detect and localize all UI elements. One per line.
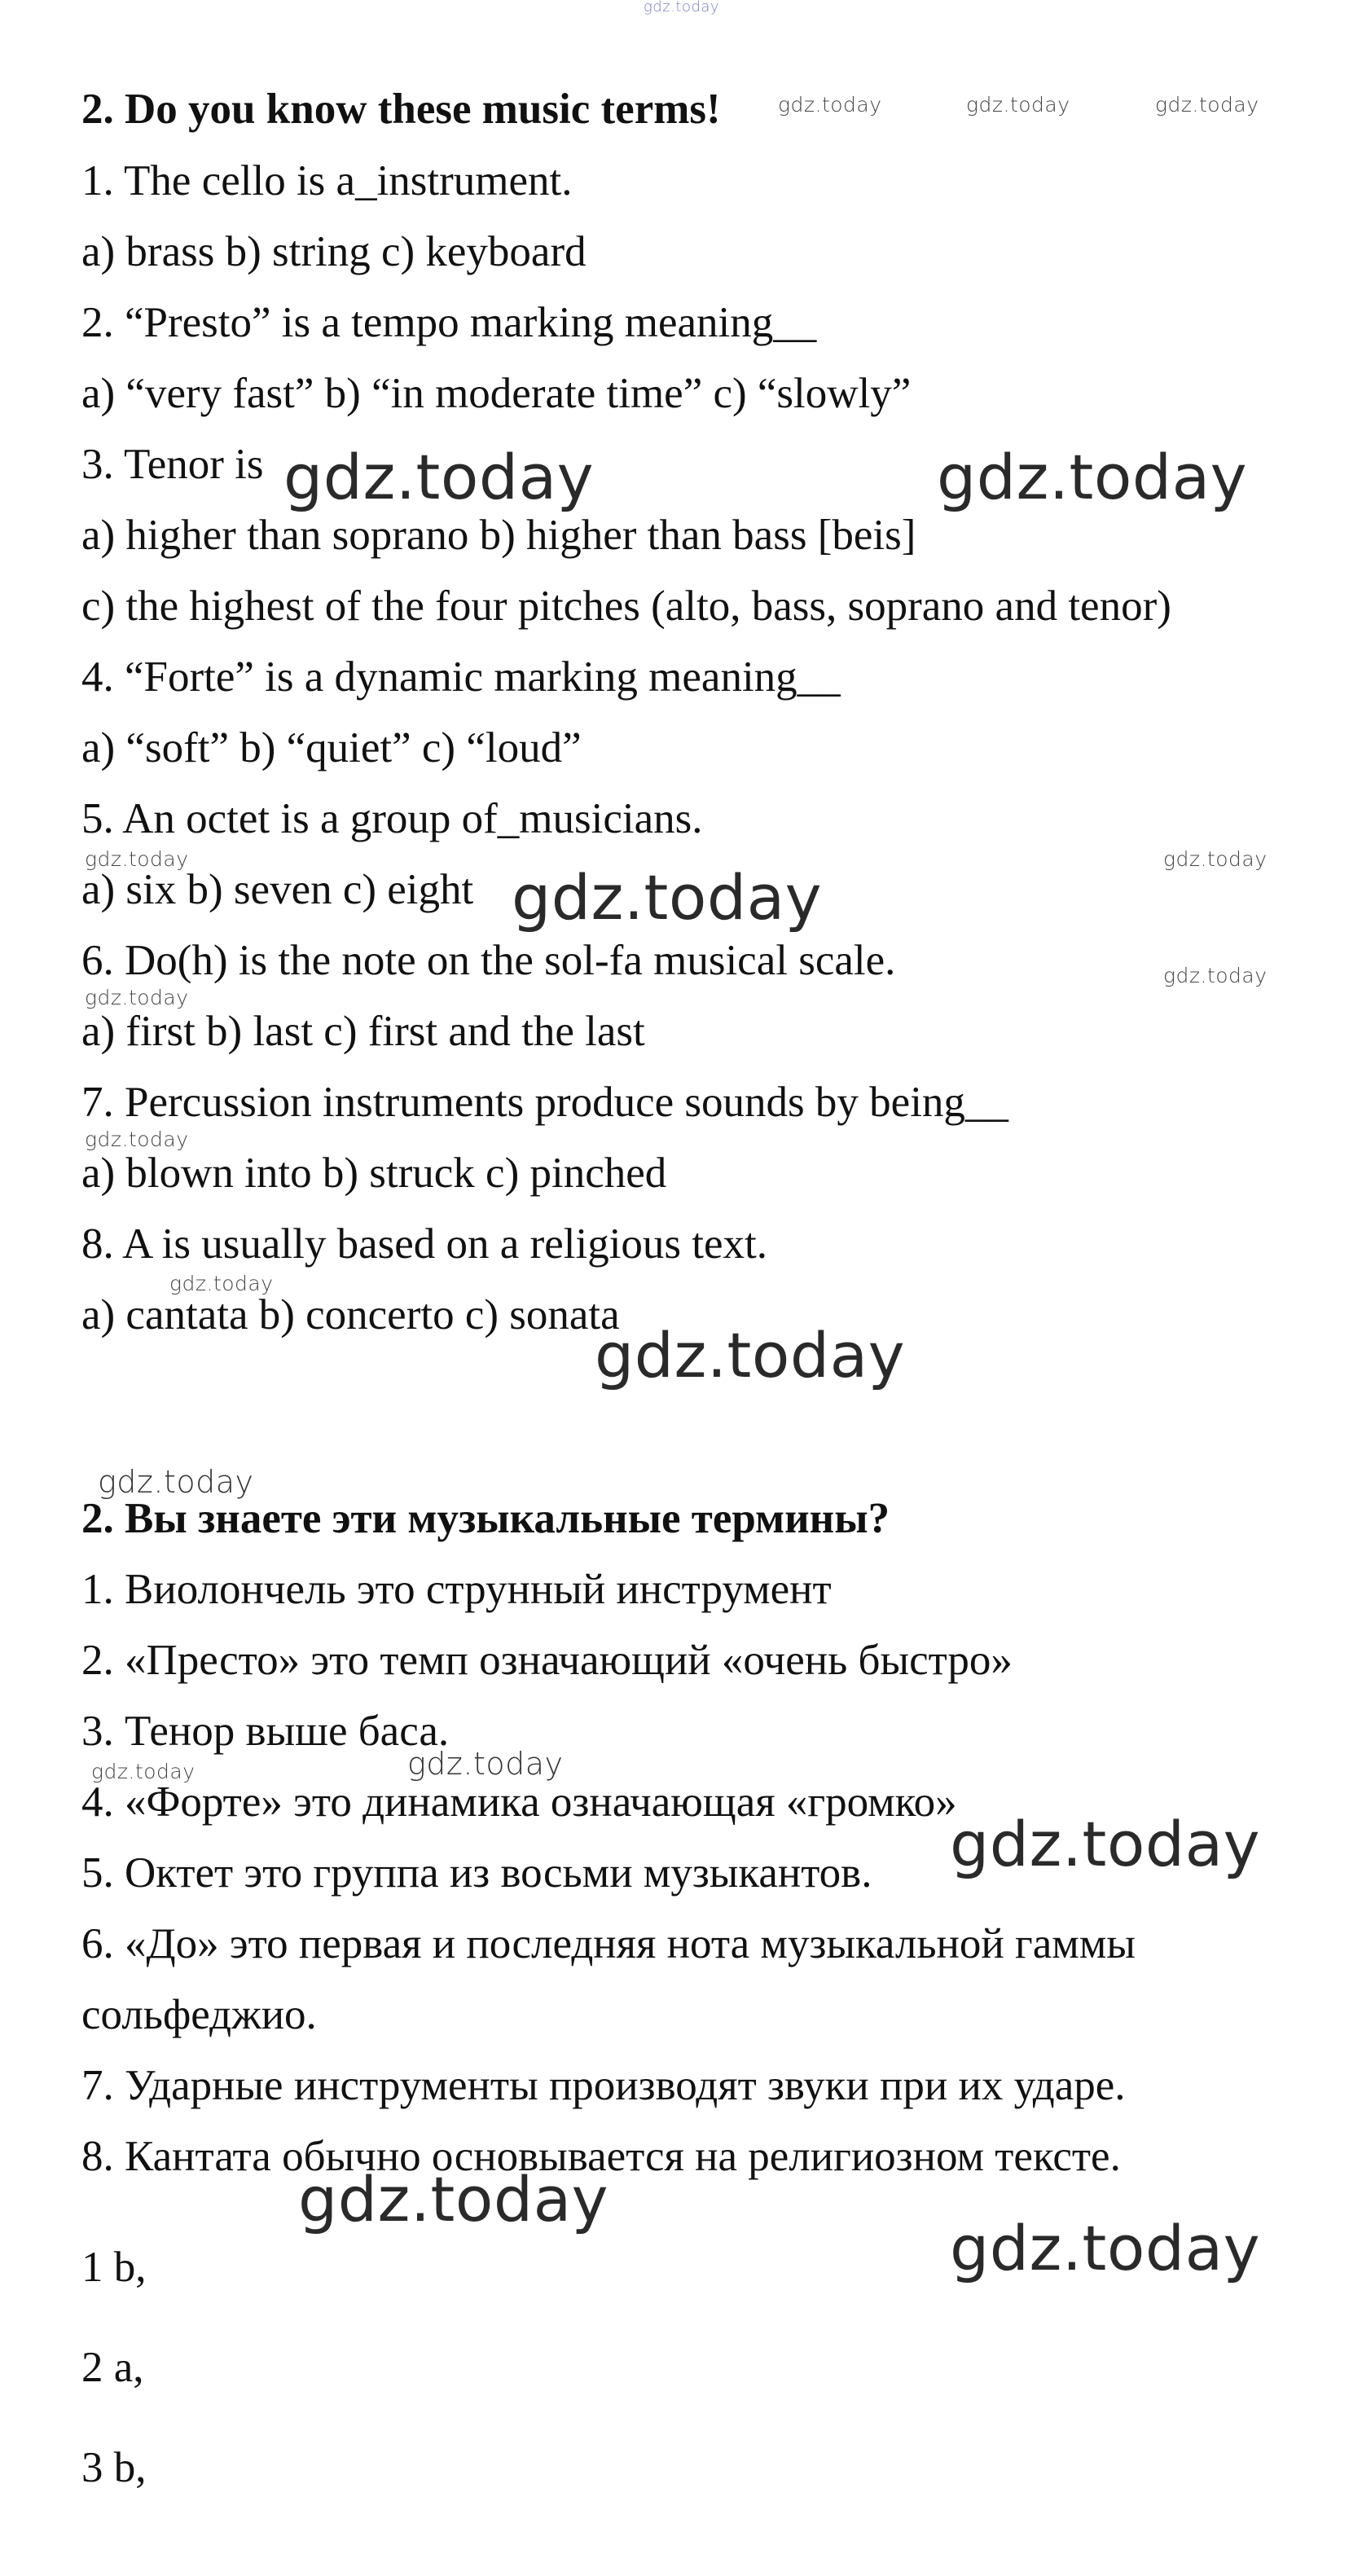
watermark: gdz.today [169, 1272, 274, 1295]
translation-line: 5. Октет это группа из восьми музыкантов. [81, 1849, 872, 1897]
watermark: gdz.today [91, 1760, 196, 1783]
question-line: 5. An octet is a group of_musicians. [81, 795, 703, 842]
watermark: gdz.today [1163, 964, 1268, 987]
watermark: gdz.today [298, 2163, 609, 2235]
answer-options: a) first b) last c) first and the last [81, 1008, 645, 1055]
watermark: gdz.today [778, 93, 882, 116]
watermark: gdz.today [950, 2212, 1261, 2284]
question-line: 7. Percussion instruments produce sounds by being__ [81, 1079, 1008, 1126]
answer-options: a) blown into b) struck c) pinched [81, 1150, 667, 1197]
watermark: gdz.today [644, 0, 720, 15]
watermark: gdz.today [98, 1464, 254, 1500]
watermark: gdz.today [950, 1808, 1261, 1880]
translation-line: сольфеджио. [81, 1991, 317, 2038]
translation-line: 8. Кантата обычно основывается на религиозном тексте. [81, 2133, 1121, 2180]
answer-options: a) six b) seven c) eight [81, 866, 474, 913]
translation-line: 2. «Престо» это темп означающий «очень быстро» [81, 1637, 1013, 1684]
section-heading-russian: 2. Вы знаете эти музыкальные термины? [81, 1495, 890, 1542]
translation-line: 7. Ударные инструменты производят звуки при их ударе. [81, 2062, 1126, 2109]
section-heading-english: 2. Do you know these music terms! [81, 86, 721, 133]
watermark: gdz.today [283, 441, 595, 513]
watermark: gdz.today [85, 1128, 189, 1151]
watermark: gdz.today [1163, 847, 1268, 871]
question-line: 2. “Presto” is a tempo marking meaning__ [81, 299, 817, 346]
watermark: gdz.today [407, 1746, 564, 1782]
answer-options: c) the highest of the four pitches (alto, bass, soprano and tenor) [81, 582, 1171, 630]
question-line: 8. A is usually based on a religious text. [81, 1220, 768, 1268]
answer-options: a) “soft” b) “quiet” c) “loud” [81, 724, 582, 771]
watermark: gdz.today [1155, 93, 1259, 116]
translation-line: 4. «Форте» это динамика означающая «громко» [81, 1778, 957, 1826]
watermark: gdz.today [85, 986, 189, 1009]
answer-options: a) cantata b) concerto c) sonata [81, 1291, 620, 1339]
answer-options: a) “very fast” b) “in moderate time” c) “slowly” [81, 370, 912, 417]
answer-options: a) higher than soprano b) higher than bass [beis] [81, 512, 916, 559]
watermark: gdz.today [512, 861, 823, 934]
question-line: 4. “Forte” is a dynamic marking meaning__ [81, 653, 841, 701]
translation-line: 1. Виолончель это струнный инструмент [81, 1566, 832, 1613]
answer-key-item: 2 a, [81, 2344, 144, 2391]
question-line: 3. Tenor is [81, 441, 264, 488]
watermark: gdz.today [937, 441, 1248, 513]
answer-key-item: 3 b, [81, 2444, 147, 2491]
translation-line: 6. «До» это первая и последняя нота музыкальной гаммы [81, 1920, 1136, 1967]
watermark: gdz.today [595, 1319, 906, 1391]
question-line: 1. The cello is a_instrument. [81, 157, 573, 204]
watermark: gdz.today [85, 847, 189, 871]
answer-key-item: 1 b, [81, 2244, 147, 2291]
question-line: 6. Do(h) is the note on the sol-fa musical scale. [81, 937, 896, 984]
answer-options: a) brass b) string c) keyboard [81, 228, 587, 275]
translation-line: 3. Тенор выше баса. [81, 1708, 450, 1755]
watermark: gdz.today [966, 93, 1070, 116]
